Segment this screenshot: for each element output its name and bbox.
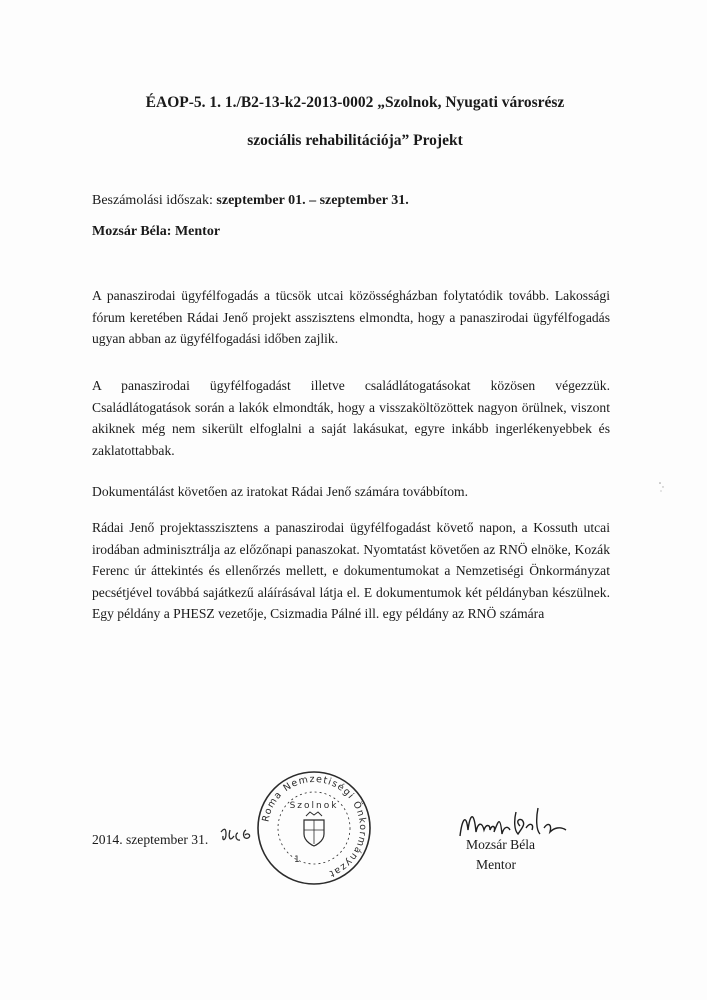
paragraph-2: A panaszirodai ügyfélfogadást illetve családlátogatásokat közösen végezzük. Családlátogatások során a lakók elmondták, hogy a visszaköltözöttek nagyon örülnek, viszont akiknek még nem sikerült elfoglalni a saját lakásukat, egyre inkább ingerlékenyebbek és zaklatottabbak. <box>92 378 610 458</box>
report-period-value: szeptember 01. – szeptember 31. <box>216 193 409 208</box>
paragraph-4: Rádai Jenő projektasszisztens a panaszirodai ügyfélfogadást követő napon, a Kossuth utcai irodában adminisztrálja az előzőnapi panaszokat. Nyomtatást követően az RNÖ elnöke, Kozák Ferenc úr áttekintés és ellenőrzés mellett, e dokumentumokat a Nemzetiségi Önkormányzat pecsétjével továbbá sajátkezű aláírásával látja el. E dokumentumok két példányban készülnek. Egy példány a PHESZ vezetője, Csizmadia Pálné ill. egy példány az RNÖ számára <box>92 520 610 622</box>
paragraph-1: A panaszirodai ügyfélfogadás a tücsök utcai közösségházban folytatódik tovább. Lakossági fórum keretében Rádai Jenő projekt asszisztens elmondta, hogy a panaszirodai ügyfélfogadás ugyan abban az ügyfélfogadási időben zajlik. <box>92 288 610 347</box>
project-title-line-2: szociális rehabilitációja” Projekt <box>247 132 463 149</box>
signer-name: Mozsár Béla <box>466 837 536 852</box>
seal-number: 1 <box>294 855 300 865</box>
author-line: Mozsár Béla: Mentor <box>92 224 221 239</box>
project-title-line-1: ÉAOP-5. 1. 1./B2-13-k2-2013-0002 „Szolnok, Nyugati városrész <box>145 94 565 111</box>
document-date: 2014. szeptember 31. <box>92 832 209 847</box>
seal-outer-text: Roma Nemzetiségi Önkormányzat <box>260 773 369 880</box>
report-period <box>92 193 409 209</box>
official-seal <box>254 768 374 888</box>
scan-artifact <box>657 480 667 494</box>
signer-role: Mentor <box>476 857 517 872</box>
paragraph-3: Dokumentálást követően az iratokat Rádai Jenő számára továbbítom. <box>92 484 468 499</box>
seal-city-text: Szolnok <box>289 801 339 811</box>
report-period-label: Beszámolási időszak: <box>92 193 213 208</box>
